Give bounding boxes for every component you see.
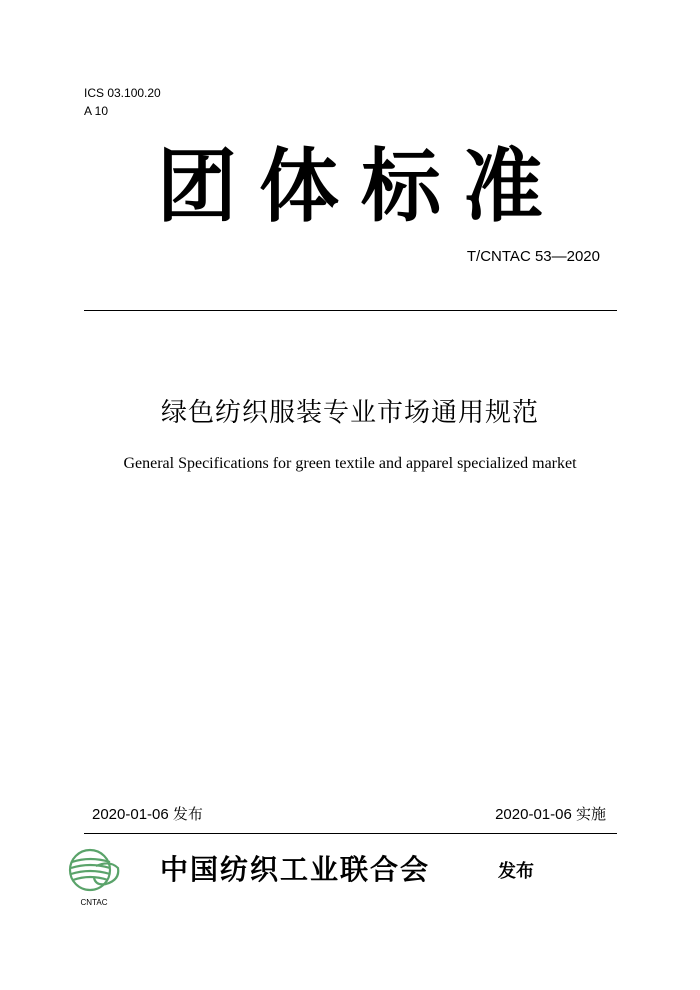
implement-date: 2020-01-06 实施 (495, 806, 606, 823)
cntac-logo-icon (66, 842, 122, 900)
document-type-title: 团体标准 (157, 139, 565, 233)
chinese-title: 绿色纺织服装专业市场通用规范 (160, 398, 539, 428)
standard-number: T/CNTAC 53—2020 (466, 248, 600, 265)
issue-label: 发布 (498, 861, 534, 882)
classification-code: A 10 (84, 104, 109, 118)
bottom-divider (84, 833, 617, 834)
logo-caption: CNTAC (80, 898, 108, 907)
english-title: General Specifications for green textile and apparel specialized market (123, 455, 577, 472)
ics-code: ICS 03.100.20 (84, 86, 161, 100)
top-divider (84, 310, 617, 311)
issuing-organization: 中国纺织工业联合会 (160, 853, 431, 886)
publish-date: 2020-01-06 发布 (92, 806, 203, 823)
